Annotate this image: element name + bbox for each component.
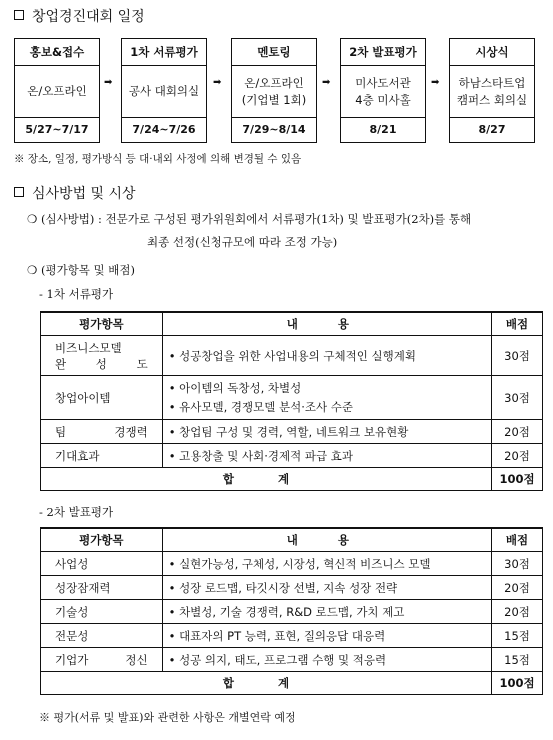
row-score: 20점 xyxy=(492,444,543,468)
step-title: 1차 서류평가 xyxy=(122,39,206,66)
schedule-step-1 xyxy=(14,38,100,143)
step-location-line: 하남스타트업 xyxy=(458,75,526,90)
circle-bullet-icon: ❍ xyxy=(27,212,38,226)
row-content-line: • 아이템의 독창성, 차별성 xyxy=(168,380,302,395)
step-location-line: 미사도서관 xyxy=(355,75,411,90)
row-content-line: • 성공 의지, 태도, 프로그램 수행 및 적응력 xyxy=(168,652,387,667)
row-item: 창업아이템 xyxy=(41,376,163,420)
evaluation-title-text: 심사방법 및 시상 xyxy=(32,186,136,202)
right-arrow-icon: ➡ xyxy=(104,77,113,88)
eval-items-label xyxy=(27,262,135,278)
step-location-line: 온/오프라인 xyxy=(244,75,304,90)
step-location xyxy=(450,66,534,118)
table-header-row xyxy=(41,312,543,336)
row-content xyxy=(162,444,491,468)
row-content xyxy=(162,420,491,444)
table-row xyxy=(41,444,543,468)
square-bullet-icon xyxy=(14,187,24,197)
row-content-line: • 차별성, 기술 경쟁력, R&D 로드맵, 가치 제고 xyxy=(168,604,405,619)
square-bullet-icon xyxy=(14,10,24,20)
row-content-line: • 고용창출 및 사회·경제적 파급 효과 xyxy=(168,448,353,463)
method-line-1 xyxy=(27,211,471,227)
row-score: 15점 xyxy=(492,624,543,648)
method-text: (심사방법) : 전문가로 구성된 평가위원회에서 서류평가(1차) 및 발표평가(2차)를 통해 xyxy=(40,212,472,226)
row-item: 팀 경쟁력 xyxy=(41,420,163,444)
step-location-line: 캠퍼스 회의실 xyxy=(456,92,528,107)
step-location-line: 공사 대회의실 xyxy=(128,84,200,98)
schedule-section-title xyxy=(14,6,145,26)
header-content: 내 용 xyxy=(162,528,491,552)
row-score: 20점 xyxy=(492,420,543,444)
row-content xyxy=(162,648,491,672)
table-row xyxy=(41,376,543,420)
table-header-row xyxy=(41,528,543,552)
row-content-line: • 실현가능성, 구체성, 시장성, 혁신적 비즈니스 모델 xyxy=(168,556,431,571)
header-score: 배점 xyxy=(492,312,543,336)
row-item-line: 완 성 도 xyxy=(55,356,148,371)
row-score: 30점 xyxy=(492,552,543,576)
total-score: 100점 xyxy=(492,468,543,491)
row-content xyxy=(162,576,491,600)
row-item: 기업가 정신 xyxy=(41,648,163,672)
table-row xyxy=(41,648,543,672)
schedule-step-2 xyxy=(121,38,207,143)
table-row xyxy=(41,420,543,444)
row-item: 기술성 xyxy=(41,600,163,624)
step-date: 7/24~7/26 xyxy=(132,123,196,136)
row-score: 20점 xyxy=(492,576,543,600)
row-score: 20점 xyxy=(492,600,543,624)
schedule-step-3 xyxy=(231,38,317,143)
total-score: 100점 xyxy=(492,672,543,695)
row-item: 전문성 xyxy=(41,624,163,648)
table1-label: - 1차 서류평가 xyxy=(39,287,114,301)
header-item: 평가항목 xyxy=(41,528,163,552)
row-item: 사업성 xyxy=(41,552,163,576)
evaluation-section-title xyxy=(14,183,136,203)
step-title: 2차 발표평가 xyxy=(341,39,425,66)
table-row xyxy=(41,624,543,648)
step-location-line: 4층 미사홀 xyxy=(355,92,411,107)
schedule-step-4 xyxy=(340,38,426,143)
step-location-line: 온/오프라인 xyxy=(27,84,87,98)
row-item xyxy=(41,336,163,376)
header-item: 평가항목 xyxy=(41,312,163,336)
row-content-line: • 유사모델, 경쟁모델 분석·조사 수준 xyxy=(168,399,353,414)
row-content-line: • 창업팀 구성 및 경력, 역할, 네트워크 보유현황 xyxy=(168,424,409,439)
step-location xyxy=(15,66,99,118)
presentation-review-table xyxy=(40,527,543,695)
row-content-line: • 성장 로드맵, 타깃시장 선별, 지속 성장 전략 xyxy=(168,580,398,595)
step-location-line: (기업별 1회) xyxy=(241,92,307,107)
document-review-table xyxy=(40,311,543,491)
circle-bullet-icon: ❍ xyxy=(27,263,38,277)
step-title: 멘토링 xyxy=(232,39,316,66)
row-content xyxy=(162,600,491,624)
row-content-line: • 대표자의 PT 능력, 표현, 질의응답 대응력 xyxy=(168,628,386,643)
schedule-note: ※ 장소, 일정, 평가방식 등 대·내외 사정에 의해 변경될 수 있음 xyxy=(14,153,302,165)
row-content xyxy=(162,552,491,576)
header-score: 배점 xyxy=(492,528,543,552)
row-score: 15점 xyxy=(492,648,543,672)
step-location xyxy=(232,66,316,118)
step-location xyxy=(122,66,206,118)
header-content: 내 용 xyxy=(162,312,491,336)
row-item: 기대효과 xyxy=(41,444,163,468)
right-arrow-icon: ➡ xyxy=(213,77,222,88)
table-total-row xyxy=(41,672,543,695)
table-row xyxy=(41,600,543,624)
schedule-title-text: 창업경진대회 일정 xyxy=(32,9,145,25)
eval-items-text: (평가항목 및 배점) xyxy=(40,263,136,277)
total-label: 합 계 xyxy=(41,672,492,695)
step-title: 시상식 xyxy=(450,39,534,66)
row-item-line: 비즈니스모델 xyxy=(55,340,122,355)
row-content xyxy=(162,624,491,648)
table-total-row xyxy=(41,468,543,491)
row-item: 성장잠재력 xyxy=(41,576,163,600)
step-title: 홍보&접수 xyxy=(15,39,99,66)
right-arrow-icon: ➡ xyxy=(431,77,440,88)
step-date: 8/27 xyxy=(478,123,506,136)
step-date: 8/21 xyxy=(369,123,397,136)
right-arrow-icon: ➡ xyxy=(322,77,331,88)
row-content xyxy=(162,376,491,420)
step-date: 5/27~7/17 xyxy=(25,123,89,136)
footer-note: ※ 평가(서류 및 발표)와 관련한 사항은 개별연락 예정 xyxy=(39,711,296,724)
method-line-2: 최종 선정(신청규모에 따라 조정 가능) xyxy=(147,235,338,249)
table-row xyxy=(41,576,543,600)
row-score: 30점 xyxy=(492,376,543,420)
step-location xyxy=(341,66,425,118)
step-date: 7/29~8/14 xyxy=(242,123,306,136)
table-row xyxy=(41,336,543,376)
table-row xyxy=(41,552,543,576)
total-label: 합 계 xyxy=(41,468,492,491)
schedule-step-5 xyxy=(449,38,535,143)
row-content xyxy=(162,336,491,376)
table2-label: - 2차 발표평가 xyxy=(39,505,114,519)
row-score: 30점 xyxy=(492,336,543,376)
row-content-line: • 성공창업을 위한 사업내용의 구체적인 실행계획 xyxy=(168,348,416,363)
